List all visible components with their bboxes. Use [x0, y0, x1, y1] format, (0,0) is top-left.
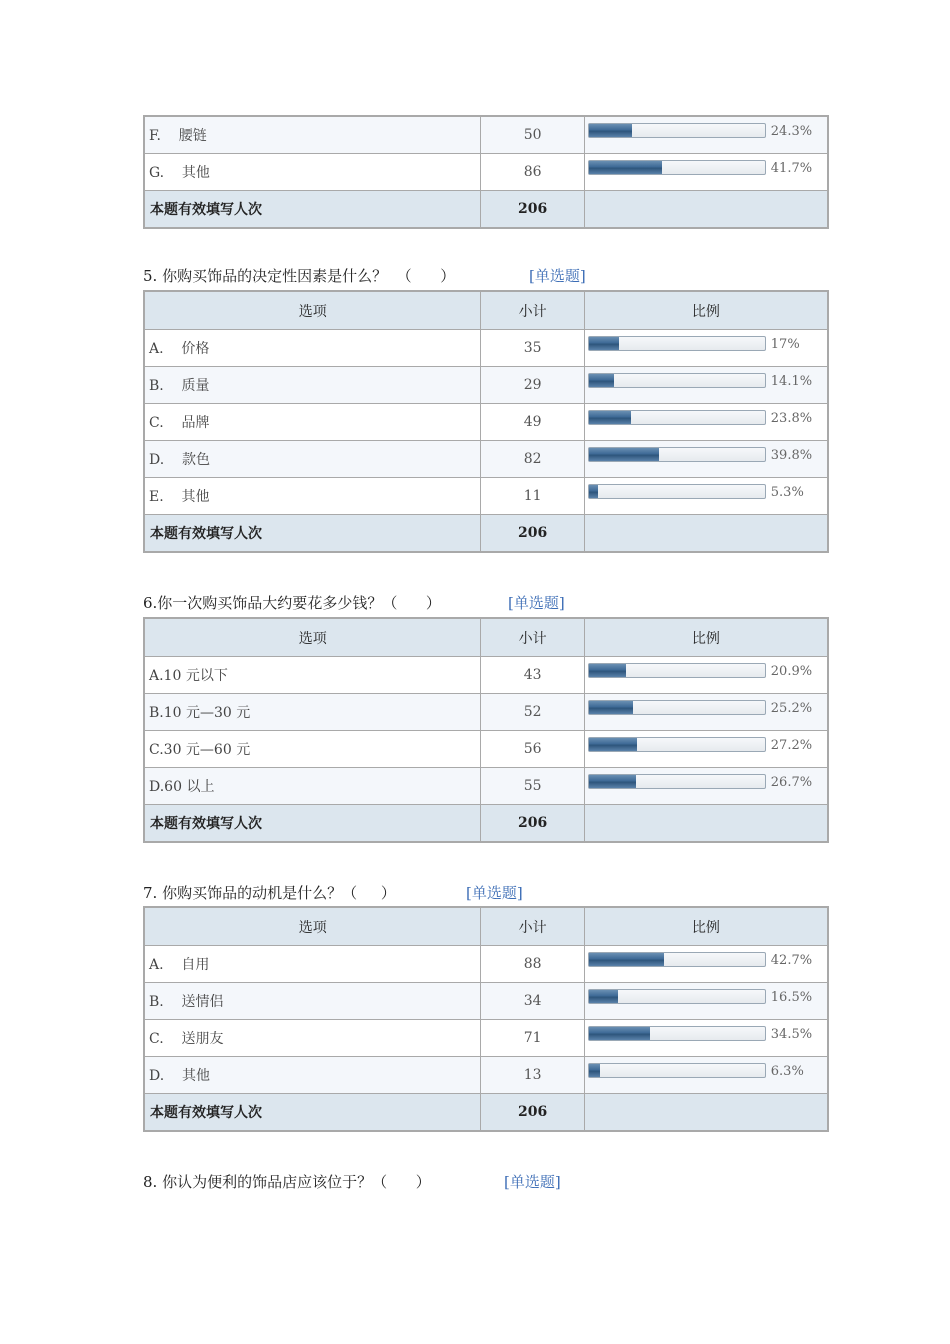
- total-row: [144, 1094, 828, 1132]
- header-count: 小计: [481, 907, 584, 946]
- progress-bar: [588, 700, 766, 715]
- progress-fill: [589, 701, 633, 714]
- percent-label: 42.7%: [770, 953, 813, 968]
- header-count: 小计: [481, 618, 584, 657]
- progress-bar: [588, 1026, 766, 1041]
- ratio-cell: [584, 657, 828, 694]
- percent-label: 39.8%: [770, 448, 813, 463]
- header-option: 选项: [144, 907, 481, 946]
- progress-fill: [589, 124, 632, 137]
- option-count: 52: [481, 694, 584, 731]
- percent-label: 14.1%: [770, 374, 813, 389]
- progress-fill: [589, 485, 598, 498]
- total-count: 206: [481, 805, 584, 843]
- progress-bar: [588, 774, 766, 789]
- percent-label: 34.5%: [770, 1027, 813, 1042]
- option-label: G. 其他: [144, 154, 481, 191]
- table-row: [144, 946, 828, 983]
- ratio-cell: [584, 694, 828, 731]
- progress-fill: [589, 448, 659, 461]
- total-label: 本题有效填写人次: [144, 515, 481, 553]
- table-row: [144, 1020, 828, 1057]
- q4-table: [143, 115, 829, 229]
- ratio-cell: [584, 367, 828, 404]
- question-type-link[interactable]: [单选题]: [508, 594, 565, 612]
- ratio-cell: [584, 441, 828, 478]
- progress-fill: [589, 738, 637, 751]
- percent-label: 17%: [770, 337, 800, 352]
- progress-bar: [588, 1063, 766, 1078]
- question-type-link[interactable]: [单选题]: [529, 267, 586, 285]
- progress-bar: [588, 336, 766, 351]
- ratio-cell: [584, 1020, 828, 1057]
- ratio-cell: [584, 478, 828, 515]
- total-row: [144, 515, 828, 553]
- option-count: 43: [481, 657, 584, 694]
- header-row: [144, 291, 828, 330]
- total-label: 本题有效填写人次: [144, 805, 481, 843]
- q6-table: [143, 617, 829, 843]
- progress-bar: [588, 373, 766, 388]
- option-label: B.10 元—30 元: [144, 694, 481, 731]
- progress-fill: [589, 1064, 600, 1077]
- progress-fill: [589, 374, 614, 387]
- question-title: 6.你一次购买饰品大约要花多少钱？（ ）: [143, 594, 441, 612]
- ratio-cell: [584, 731, 828, 768]
- header-count: 小计: [481, 291, 584, 330]
- progress-fill: [589, 990, 618, 1003]
- table-row: [144, 404, 828, 441]
- total-label: 本题有效填写人次: [144, 191, 481, 229]
- q7-result-table: [143, 906, 829, 1132]
- total-row: [144, 191, 828, 229]
- question-type-link[interactable]: [单选题]: [504, 1173, 561, 1191]
- percent-label: 24.3%: [770, 124, 813, 139]
- option-count: 55: [481, 768, 584, 805]
- ratio-cell: [584, 116, 828, 154]
- header-row: [144, 618, 828, 657]
- total-label: 本题有效填写人次: [144, 1094, 481, 1132]
- q6-result-table: [143, 617, 829, 843]
- percent-label: 41.7%: [770, 161, 813, 176]
- option-count: 71: [481, 1020, 584, 1057]
- header-ratio: 比例: [584, 291, 828, 330]
- q5-table: [143, 290, 829, 553]
- option-count: 49: [481, 404, 584, 441]
- ratio-cell: [584, 330, 828, 367]
- header-option: 选项: [144, 618, 481, 657]
- question-type-link[interactable]: [单选题]: [466, 884, 523, 902]
- option-label: D.60 以上: [144, 768, 481, 805]
- progress-fill: [589, 775, 636, 788]
- option-label: D. 其他: [144, 1057, 481, 1094]
- total-count: 206: [481, 1094, 584, 1132]
- question-title: 8. 你认为便利的饰品店应该位于？（ ）: [143, 1173, 431, 1191]
- progress-bar: [588, 989, 766, 1004]
- table-row: [144, 330, 828, 367]
- option-count: 88: [481, 946, 584, 983]
- q4-result-table: [143, 115, 829, 229]
- option-label: C. 送朋友: [144, 1020, 481, 1057]
- progress-fill: [589, 953, 664, 966]
- option-count: 34: [481, 983, 584, 1020]
- option-label: E. 其他: [144, 478, 481, 515]
- ratio-cell: [584, 1057, 828, 1094]
- percent-label: 26.7%: [770, 775, 813, 790]
- table-row: [144, 983, 828, 1020]
- option-count: 56: [481, 731, 584, 768]
- ratio-cell: [584, 154, 828, 191]
- table-row: [144, 694, 828, 731]
- table-row: [144, 731, 828, 768]
- option-label: B. 送情侣: [144, 983, 481, 1020]
- percent-label: 23.8%: [770, 411, 813, 426]
- progress-bar: [588, 663, 766, 678]
- q7-table: [143, 906, 829, 1132]
- table-row: [144, 116, 828, 154]
- progress-fill: [589, 664, 626, 677]
- header-row: [144, 907, 828, 946]
- question-title: 5. 你购买饰品的决定性因素是什么？ （ ）: [143, 267, 456, 285]
- progress-bar: [588, 737, 766, 752]
- option-count: 86: [481, 154, 584, 191]
- progress-fill: [589, 1027, 650, 1040]
- progress-bar: [588, 410, 766, 425]
- progress-bar: [588, 952, 766, 967]
- table-row: [144, 657, 828, 694]
- option-label: C.30 元—60 元: [144, 731, 481, 768]
- progress-fill: [589, 161, 662, 174]
- total-count: 206: [481, 515, 584, 553]
- table-row: [144, 367, 828, 404]
- progress-bar: [588, 447, 766, 462]
- ratio-cell: [584, 404, 828, 441]
- total-count: 206: [481, 191, 584, 229]
- header-ratio: 比例: [584, 618, 828, 657]
- progress-fill: [589, 411, 631, 424]
- table-row: [144, 1057, 828, 1094]
- ratio-cell: [584, 768, 828, 805]
- option-count: 13: [481, 1057, 584, 1094]
- option-label: B. 质量: [144, 367, 481, 404]
- table-row: [144, 768, 828, 805]
- option-label: C. 品牌: [144, 404, 481, 441]
- option-label: D. 款色: [144, 441, 481, 478]
- header-option: 选项: [144, 291, 481, 330]
- ratio-cell: [584, 946, 828, 983]
- progress-fill: [589, 337, 619, 350]
- percent-label: 20.9%: [770, 664, 813, 679]
- option-label: F. 腰链: [144, 116, 481, 154]
- option-count: 11: [481, 478, 584, 515]
- percent-label: 6.3%: [770, 1064, 804, 1079]
- option-count: 50: [481, 116, 584, 154]
- table-row: [144, 441, 828, 478]
- table-row: [144, 154, 828, 191]
- option-label: A. 自用: [144, 946, 481, 983]
- percent-label: 25.2%: [770, 701, 813, 716]
- q5-result-table: [143, 290, 829, 553]
- percent-label: 16.5%: [770, 990, 813, 1005]
- header-ratio: 比例: [584, 907, 828, 946]
- progress-bar: [588, 123, 766, 138]
- percent-label: 27.2%: [770, 738, 813, 753]
- option-label: A.10 元以下: [144, 657, 481, 694]
- option-count: 82: [481, 441, 584, 478]
- option-label: A. 价格: [144, 330, 481, 367]
- progress-bar: [588, 484, 766, 499]
- progress-bar: [588, 160, 766, 175]
- table-row: [144, 478, 828, 515]
- question-title: 7. 你购买饰品的动机是什么？（ ）: [143, 884, 396, 902]
- option-count: 35: [481, 330, 584, 367]
- ratio-cell: [584, 983, 828, 1020]
- option-count: 29: [481, 367, 584, 404]
- percent-label: 5.3%: [770, 485, 804, 500]
- total-row: [144, 805, 828, 843]
